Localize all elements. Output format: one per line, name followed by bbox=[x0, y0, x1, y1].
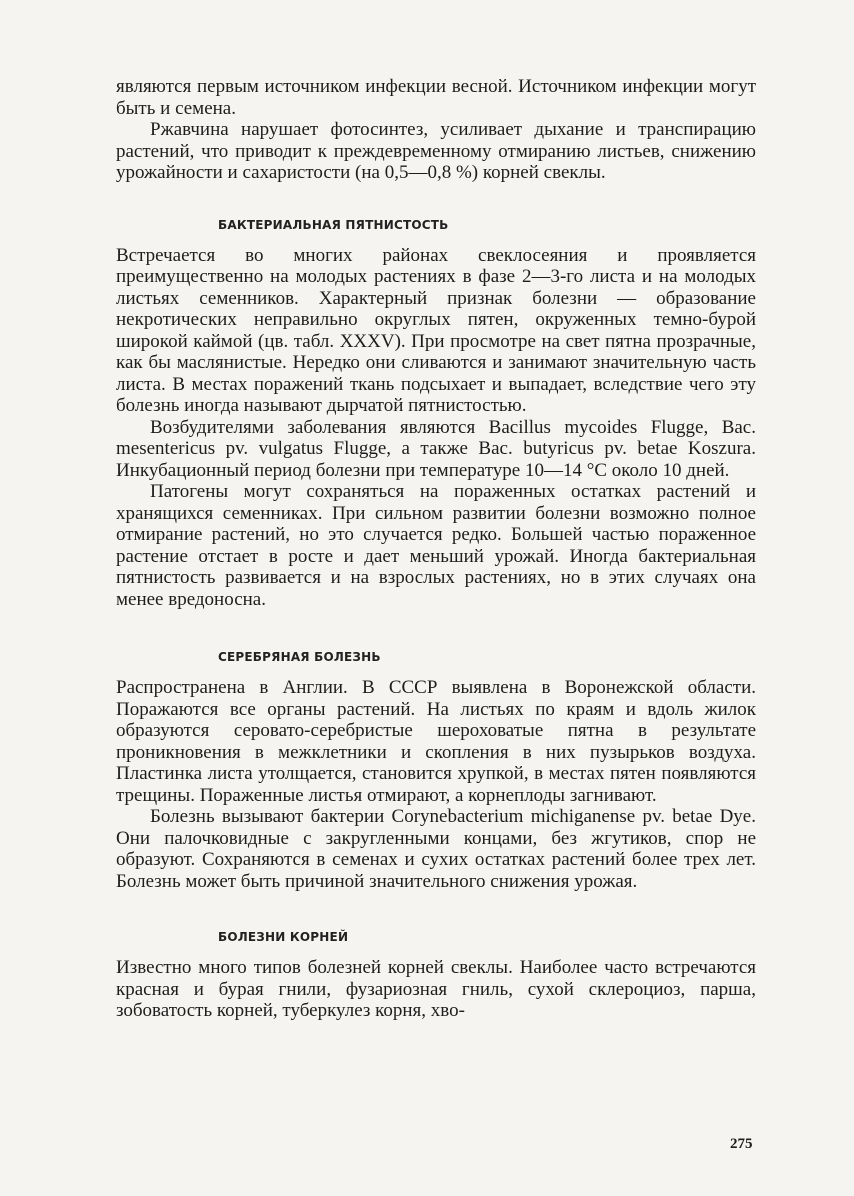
paragraph: являются первым источником инфекции весной. Источником инфекции могут быть и семена. bbox=[116, 76, 756, 119]
paragraph: Распространена в Англии. В СССР выявлена в Воронежской области. Поражаются все органы растений. На листьях по краям и вдоль жилок образуются серовато-серебристые шероховатые пятна в результате проникновения в межклетники и скопления в них пузырьков воздуха. Пластинка листа утолщается, становится хрупкой, в местах пятен появляются трещины. Пораженные листья отмирают, а корнеплоды загнивают. bbox=[116, 677, 756, 806]
section-heading-bacterial-spot: БАКТЕРИАЛЬНАЯ ПЯТНИСТОСТЬ bbox=[218, 217, 449, 232]
paragraph: Патогены могут сохраняться на пораженных остатках растений и хранящихся семенниках. При сильном развитии болезни возможно полное отмирание растений, но это случается редко. Большей частью пораженное растение отстает в росте и дает меньший урожай. Иногда бактериальная пятнистость развивается и на взрослых растениях, но в этих случаях она менее вредоносна. bbox=[116, 481, 756, 610]
section-heading-root-diseases: БОЛЕЗНИ КОРНЕЙ bbox=[218, 930, 349, 944]
paragraph: Болезнь вызывают бактерии Corynebacterium michiganense pv. betae Dye. Они палочковидные с закругленными концами, без жгутиков, спор не образуют. Сохраняются в семенах и сухих остатках растений более трех лет. Болезнь может быть причиной значительного снижения урожая. bbox=[116, 806, 756, 892]
section-heading-silver-disease: СЕРЕБРЯНАЯ БОЛЕЗНЬ bbox=[218, 650, 381, 664]
page-number: 275 bbox=[730, 1136, 753, 1152]
paragraph: Ржавчина нарушает фотосинтез, усиливает дыхание и транспирацию растений, что приводит к преждевременному отмиранию листьев, снижению урожайности и сахаристости (на 0,5—0,8 %) корней свеклы. bbox=[116, 119, 756, 183]
paragraph: Известно много типов болезней корней свеклы. Наиболее часто встречаются красная и бурая гнили, фузариозная гниль, сухой склероциоз, парша, зобоватость корней, туберкулез корня, хво- bbox=[116, 957, 756, 1021]
paragraph: Возбудителями заболевания являются Bacillus mycoides Flugge, Bac. mesentericus pv. vulgatus Flugge, а также Bac. butyricus pv. betae Koszura. Инкубационный период болезни при температуре 10—14 °С около 10 дней. bbox=[116, 416, 756, 481]
page-body bbox=[116, 76, 756, 1022]
paragraph: Встречается во многих районах свеклосеяния и проявляется преимущественно на молодых растениях в фазе 2—3-го листа и на молодых листьях семенников. Характерный признак болезни — образование некротических неправильно округлых пятен, окруженных темно-бурой широкой каймой (цв. табл. XXXV). При просмотре на свет пятна прозрачные, как бы маслянистые. Нередко они сливаются и занимают значительную часть листа. В местах поражений ткань подсыхает и выпадает, вследствие чего эту болезнь иногда называют дырчатой пятнистостью. bbox=[116, 244, 756, 416]
